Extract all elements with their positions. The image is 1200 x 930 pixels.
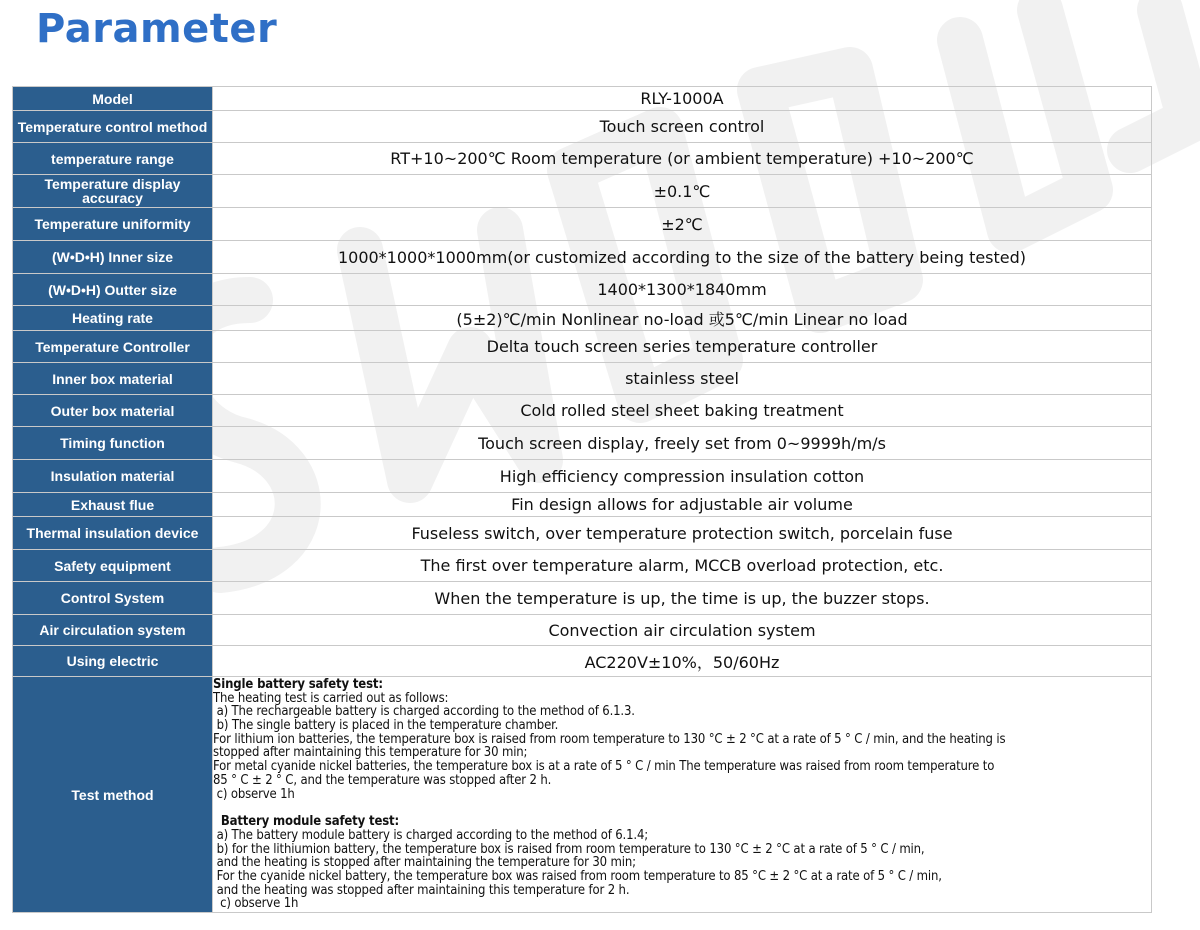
row-value-text: stainless steel (625, 369, 739, 388)
test-method-line: a) The rechargeable battery is charged according to the method of 6.1.3. (213, 704, 635, 720)
test-method-line: b) for the lithiumion battery, the temperature box is raised from room temperature to 130 °C ± 2 °C at a rate of 5 ° C / min, (213, 841, 925, 857)
row-label: Temperature uniformity (13, 208, 213, 241)
test-method-line: stopped after maintaining this temperature for 30 min; (213, 745, 528, 761)
table-row (13, 615, 1152, 646)
row-value (213, 143, 1152, 175)
row-value (213, 87, 1152, 111)
row-value (213, 427, 1152, 460)
table-row (13, 241, 1152, 274)
table-row (13, 111, 1152, 143)
row-value-text: Fuseless switch, over temperature protection switch, porcelain fuse (411, 523, 953, 543)
row-value (213, 460, 1152, 493)
row-value-text: 1400*1300*1840mm (597, 280, 767, 299)
row-value (213, 517, 1152, 550)
test-method-line: and the heating was stopped after maintaining this temperature for 2 h. (213, 882, 630, 898)
table-row (13, 582, 1152, 615)
row-value (213, 274, 1152, 306)
row-label: Insulation material (13, 460, 213, 493)
row-label: (W•D•H) Outter size (13, 274, 213, 306)
row-value-text: (5±2)℃/min Nonlinear no-load 或5℃/min Linear no load (456, 309, 908, 329)
parameter-table (12, 86, 1152, 913)
row-value-text: When the temperature is up, the time is up, the buzzer stops. (434, 588, 930, 608)
table-row (13, 143, 1152, 175)
row-value-text: ±2℃ (661, 214, 703, 234)
row-label: Exhaust flue (13, 493, 213, 517)
row-value (213, 646, 1152, 677)
row-value (213, 550, 1152, 582)
table-row (13, 306, 1152, 331)
test-method-line: and the heating is stopped after maintaining the temperature for 30 min; (213, 855, 636, 871)
row-label: Heating rate (13, 306, 213, 331)
row-value-text: Touch screen control (599, 117, 765, 136)
row-label: Temperature Controller (13, 331, 213, 363)
table-row (13, 493, 1152, 517)
row-label: Timing function (13, 427, 213, 460)
row-value (213, 306, 1152, 331)
table-row (13, 427, 1152, 460)
row-value (213, 175, 1152, 208)
row-label: Inner box material (13, 363, 213, 395)
table-row-test-method (13, 677, 1152, 913)
row-value-text: Cold rolled steel sheet baking treatment (520, 401, 844, 420)
row-label: Safety equipment (13, 550, 213, 582)
row-label: Test method (13, 677, 213, 913)
row-value-text: High efficiency compression insulation cotton (499, 466, 865, 486)
test-method-text (213, 677, 1152, 913)
row-value (213, 615, 1152, 646)
test-method-line: b) The single battery is placed in the temperature chamber. (213, 717, 559, 733)
table-row (13, 646, 1152, 677)
row-value-text: Fin design allows for adjustable air volume (511, 495, 853, 514)
table-row (13, 331, 1152, 363)
paragraph-gap (213, 801, 1151, 815)
parameter-table-body (13, 87, 1152, 913)
test-section-heading: Single battery safety test: (213, 676, 383, 692)
test-method-line: 85 ° C ± 2 ° C, and the temperature was stopped after 2 h. (213, 772, 552, 788)
row-value (213, 208, 1152, 241)
test-method-line: For the cyanide nickel battery, the temperature box was raised from room temperature to 85 °C ± 2 °C at a rate of 5 ° C / min, (213, 869, 942, 885)
table-row (13, 87, 1152, 111)
test-method-line: For metal cyanide nickel batteries, the temperature box is at a rate of 5 ° C / min The temperature was raised from room temperature to (213, 759, 995, 775)
row-label: Thermal insulation device (13, 517, 213, 550)
row-value (213, 582, 1152, 615)
test-section-heading: Battery module safety test: (213, 814, 400, 830)
row-value-text: ±0.1℃ (653, 181, 711, 201)
test-method-line: c) observe 1h (213, 786, 295, 802)
row-value-text: AC220V±10%，50/60Hz (584, 652, 780, 672)
row-label: Control System (13, 582, 213, 615)
row-value-text: Convection air circulation system (548, 620, 816, 640)
table-row (13, 550, 1152, 582)
row-value-text: RT+10~200℃ Room temperature (or ambient temperature) +10~200℃ (390, 149, 974, 168)
table-row (13, 274, 1152, 306)
row-label: Temperature control method (13, 111, 213, 143)
row-label: temperature range (13, 143, 213, 175)
table-row (13, 208, 1152, 241)
row-value (213, 363, 1152, 395)
row-value-text: 1000*1000*1000mm(or customized according to the size of the battery being tested) (337, 247, 1027, 267)
row-label: Air circulation system (13, 615, 213, 646)
row-value-text: Delta touch screen series temperature controller (486, 337, 878, 356)
table-row (13, 175, 1152, 208)
test-method-line: The heating test is carried out as follows: (213, 690, 449, 706)
row-value-text: Touch screen display, freely set from 0~9999h/m/s (478, 433, 886, 453)
row-value-text: RLY-1000A (640, 89, 724, 108)
row-value (213, 331, 1152, 363)
row-label: Outer box material (13, 395, 213, 427)
row-value (213, 395, 1152, 427)
table-row (13, 517, 1152, 550)
test-method-line: For lithium ion batteries, the temperature box is raised from room temperature to 130 °C ± 2 °C at a rate of 5 ° C / min, and the heating is (213, 731, 1006, 747)
row-value (213, 493, 1152, 517)
row-label: Temperature display accuracy (13, 175, 213, 208)
page-title: Parameter (36, 6, 278, 52)
row-label: (W•D•H) Inner size (13, 241, 213, 274)
row-label: Using electric (13, 646, 213, 677)
row-label: Model (13, 87, 213, 111)
table-row (13, 460, 1152, 493)
test-method-line: a) The battery module battery is charged according to the method of 6.1.4; (213, 827, 649, 843)
table-row (13, 363, 1152, 395)
row-value-text: The first over temperature alarm, MCCB overload protection, etc. (420, 556, 944, 575)
test-method-line: c) observe 1h (213, 896, 299, 912)
row-value (213, 111, 1152, 143)
row-value (213, 241, 1152, 274)
table-row (13, 395, 1152, 427)
